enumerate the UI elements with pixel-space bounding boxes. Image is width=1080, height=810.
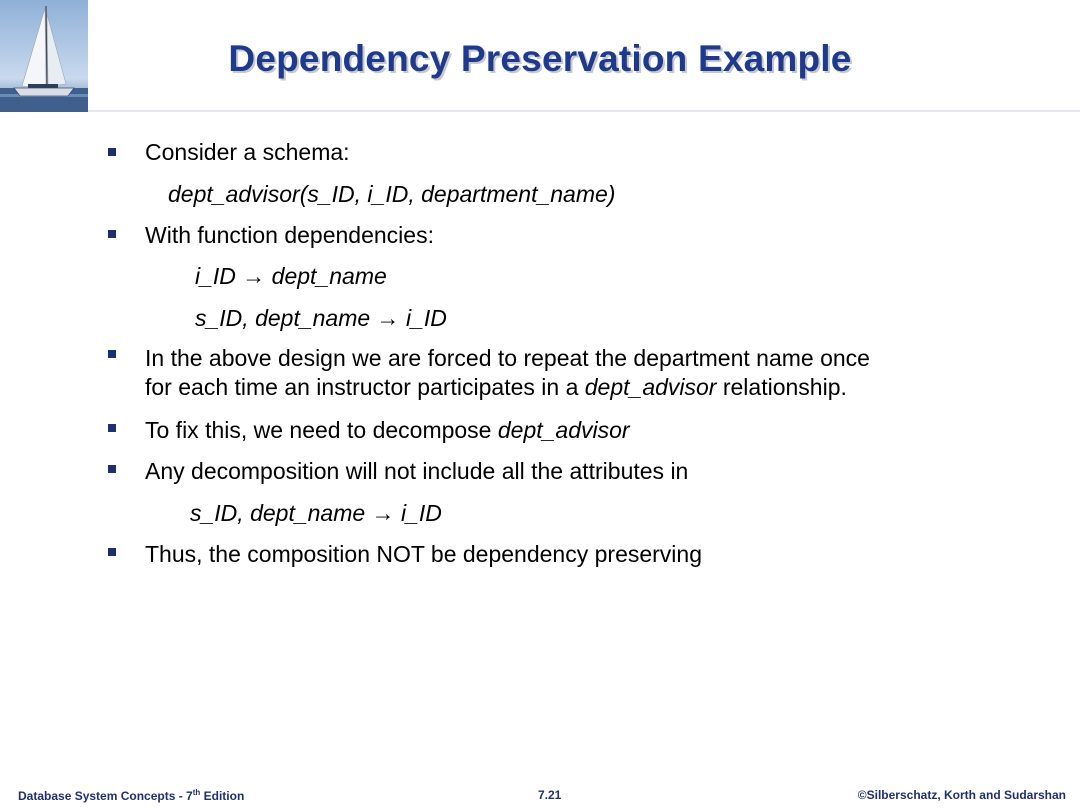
bullet-not-preserving: Thus, the composition NOT be dependency preserving bbox=[145, 541, 702, 567]
text-run-italic: dept_advisor bbox=[584, 374, 717, 400]
text-run: To fix this, we need to decompose bbox=[145, 417, 498, 443]
footer-text: Edition bbox=[200, 789, 245, 803]
slide-footer bbox=[0, 788, 1080, 808]
bullet-function-dependencies: With function dependencies: bbox=[145, 222, 434, 248]
bullet-consider-schema: Consider a schema: bbox=[145, 139, 350, 165]
footer-superscript: th bbox=[192, 788, 201, 797]
bullet-decompose bbox=[145, 416, 630, 444]
dependency-iid-dept: i_ID → dept_name bbox=[195, 263, 387, 289]
bullet-any-decomposition: Any decomposition will not include all the attributes in bbox=[145, 458, 689, 484]
dependency-sid-dept-iid: s_ID, dept_name → i_ID bbox=[195, 305, 447, 331]
bullet-marker bbox=[108, 465, 116, 473]
footer-text: Database System Concepts - 7 bbox=[18, 789, 193, 803]
footer-page-number: 7.21 bbox=[538, 788, 562, 802]
bullet-marker bbox=[108, 230, 116, 238]
bullet-marker bbox=[108, 350, 116, 358]
slide-title: Dependency Preservation Example bbox=[228, 38, 852, 79]
schema-definition: dept_advisor(s_ID, i_ID, department_name) bbox=[168, 181, 616, 207]
text-run: relationship. bbox=[716, 374, 847, 400]
footer-copyright: ©Silberschatz, Korth and Sudarshan bbox=[857, 788, 1066, 802]
dependency-sid-dept-iid-2: s_ID, dept_name → i_ID bbox=[190, 500, 442, 526]
bullet-marker bbox=[108, 424, 116, 432]
text-run: for each time an instructor participates in a bbox=[145, 374, 585, 400]
bullet-marker bbox=[108, 548, 116, 556]
bullet-repeat-design-line2 bbox=[145, 373, 847, 401]
text-run-italic: dept_advisor bbox=[497, 417, 630, 443]
bullet-marker bbox=[108, 148, 116, 156]
footer-book-title bbox=[18, 788, 244, 803]
bullet-repeat-design-line1: In the above design we are forced to repeat the department name once bbox=[145, 345, 870, 371]
